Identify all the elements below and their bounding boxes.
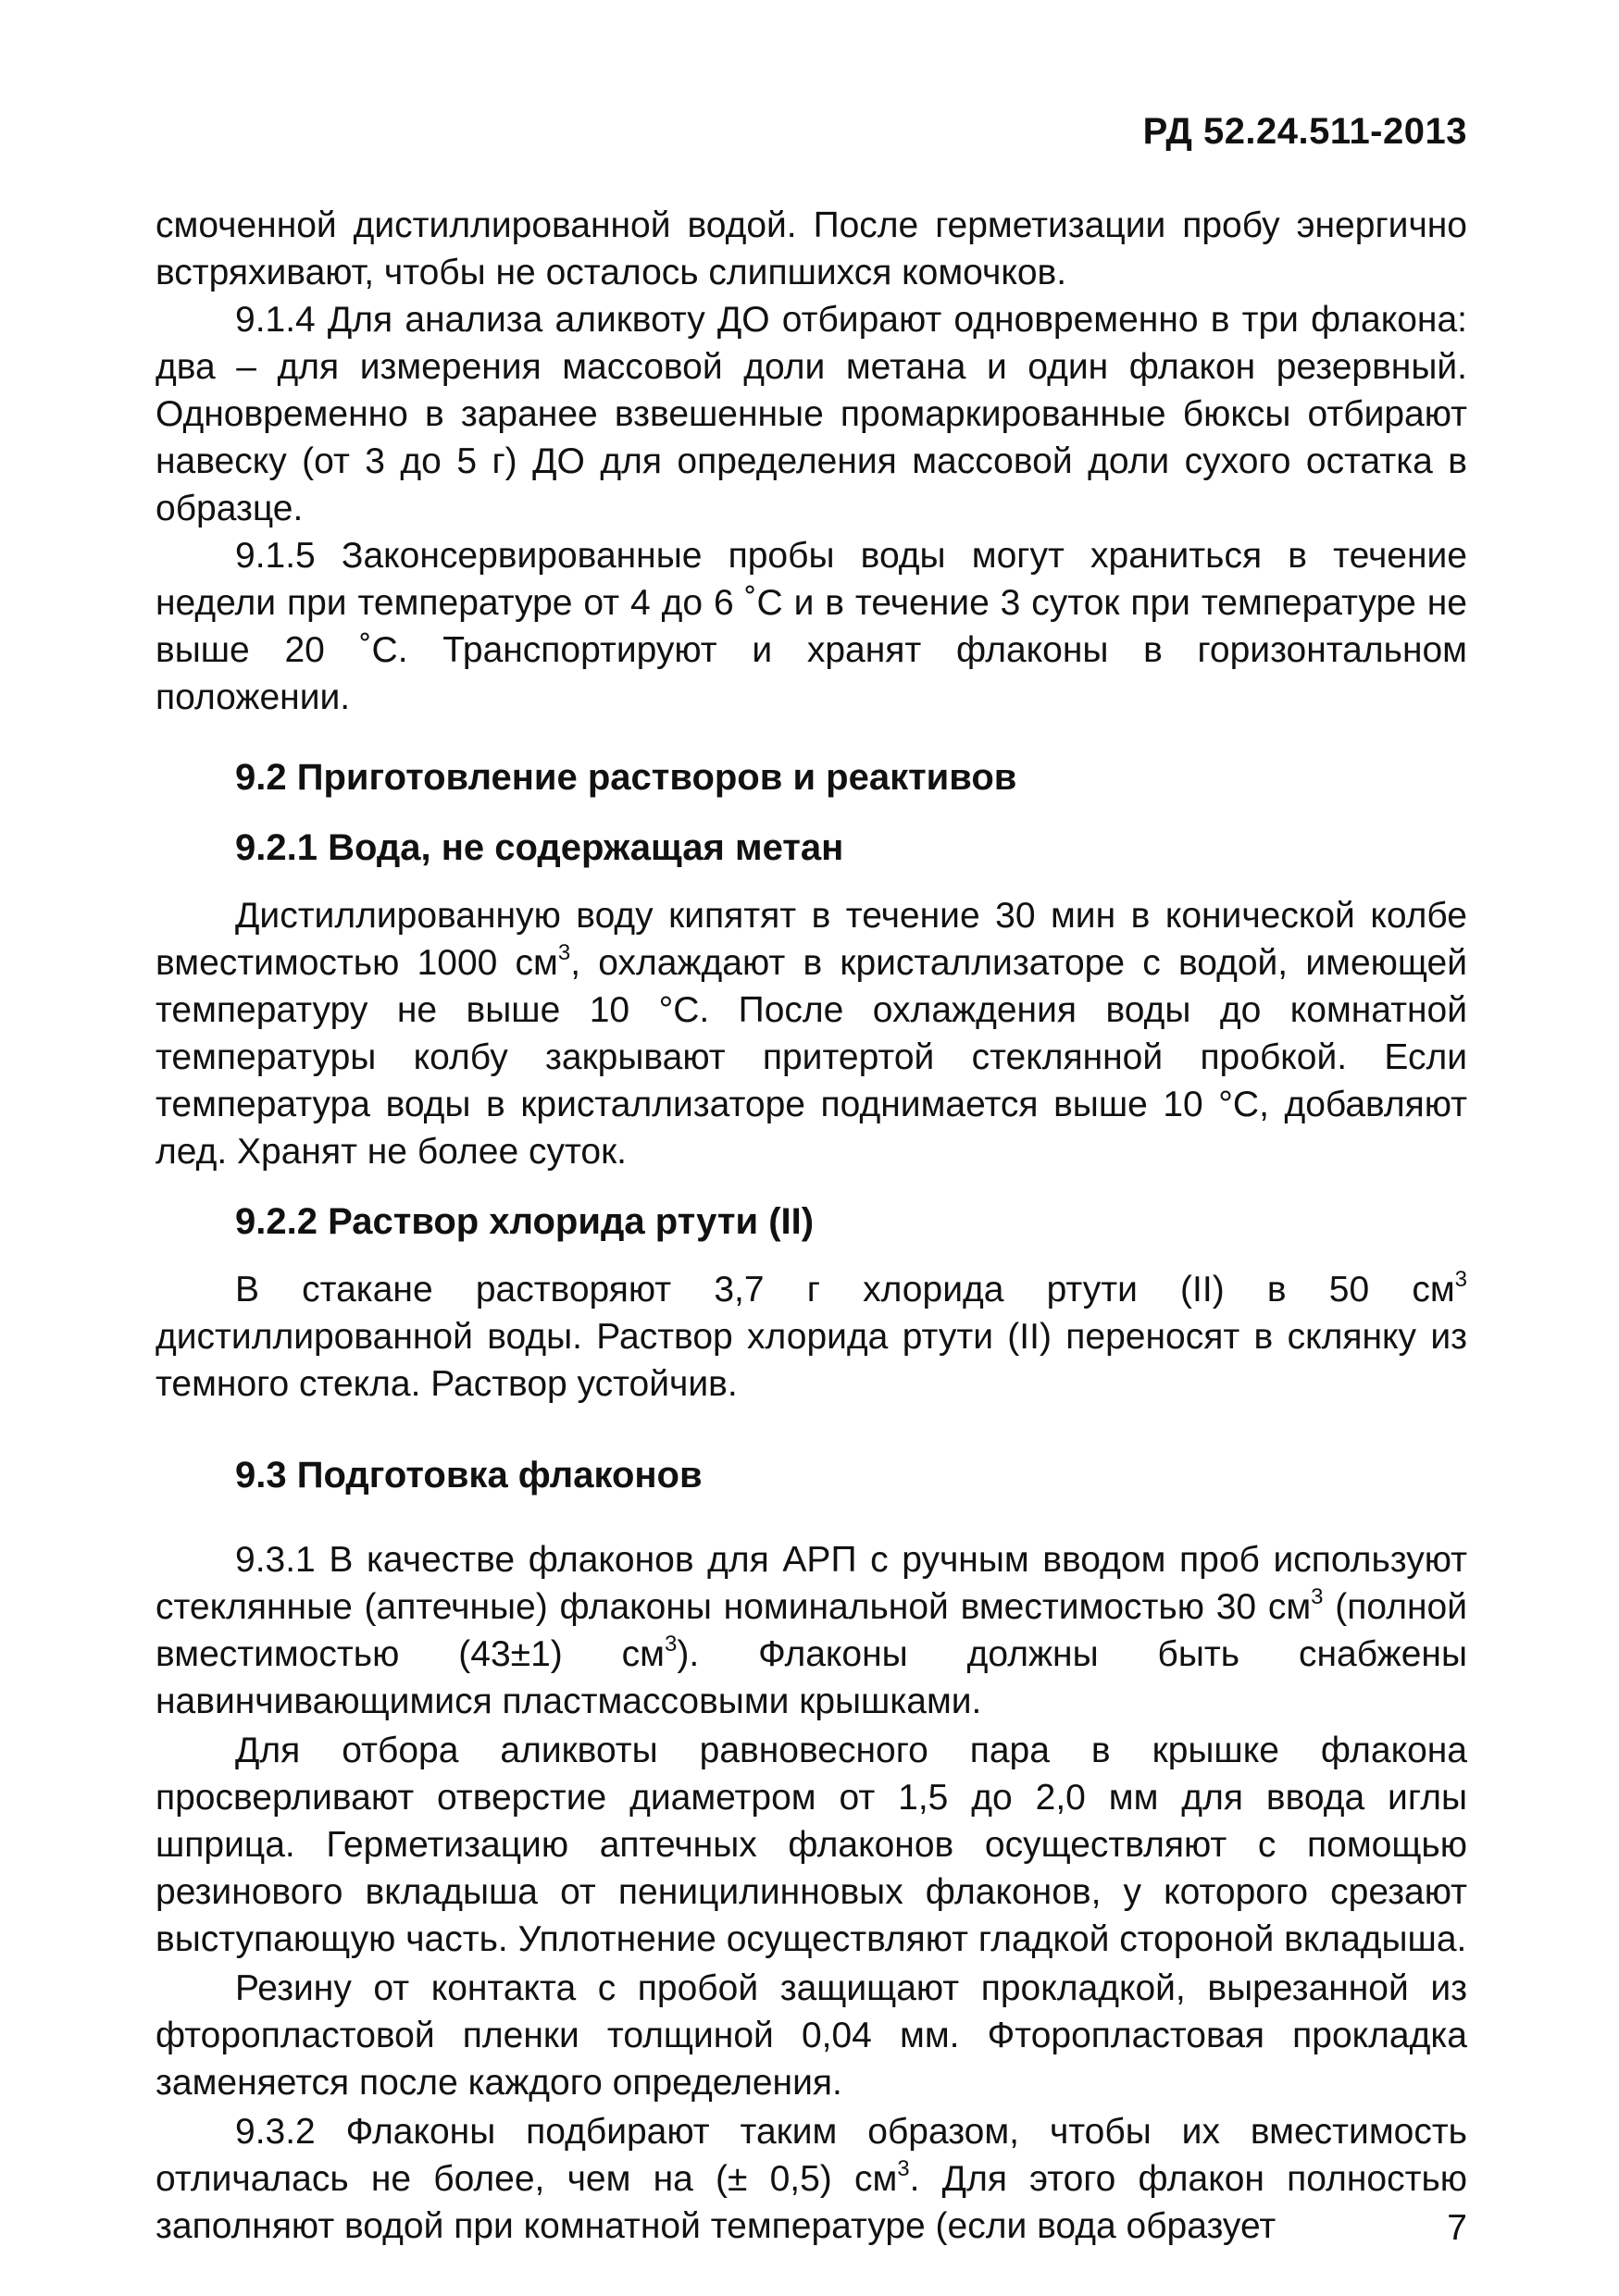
paragraph-9-3-1-part-3: ). Флаконы должны быть снабжены навинчивающимися пластмассовыми крышками. bbox=[156, 1634, 1467, 1721]
paragraph-9-2-2-part-2: дистиллированной воды. Раствор хлорида ртути (II) переносят в склянку из темного стекла. Раствор устойчив. bbox=[156, 1317, 1467, 1404]
superscript-3: 3 bbox=[557, 940, 571, 965]
section-heading-9-3: 9.3 Подготовка флаконов bbox=[235, 1455, 703, 1496]
paragraph-9-3-1-gasket: Резину от контакта с пробой защищают прокладкой, вырезанной из фторопластовой пленки толщиной 0,04 мм. Фторопластовая прокладка заменяется после каждого определения. bbox=[156, 1968, 1467, 2103]
paragraph-continuation: смоченной дистиллированной водой. После герметизации пробу энергично встряхивают, чтобы не осталось слипшихся комочков. bbox=[156, 205, 1467, 292]
paragraph-9-3-2-part-1: 9.3.2 Флаконы подбирают таким образом, чтобы их вместимость отличалась не более, чем на (± 0,5) см bbox=[156, 2112, 1467, 2199]
paragraph-9-3-1-part-2: (полной вместимостью (43±1) см bbox=[156, 1587, 1467, 1674]
paragraph-9-3-1 bbox=[156, 1536, 1467, 1725]
paragraph-9-3-2-part-2: . Для этого флакон полностью заполняют водой при комнатной температуре (если вода образует bbox=[156, 2159, 1468, 2246]
paragraph-9-3-1-part-1: 9.3.1 В качестве флаконов для АРП с ручным вводом проб используют стеклянные (аптечные) флаконы номинальной вместимостью 30 см bbox=[156, 1540, 1467, 1627]
document-number: РД 52.24.511-2013 bbox=[1142, 111, 1467, 152]
paragraph-9-2-1-part-1: Дистиллированную воду кипятят в течение 30 мин в конической колбе вместимостью 1000 см bbox=[156, 896, 1467, 983]
superscript-3: 3 bbox=[897, 2156, 910, 2181]
paragraph-9-2-2 bbox=[156, 1266, 1467, 1408]
paragraph-9-2-2-part-1: В стакане растворяют 3,7 г хлорида ртути (II) в 50 см bbox=[235, 1270, 1455, 1309]
page-number: 7 bbox=[1447, 2208, 1467, 2248]
section-heading-9-2: 9.2 Приготовление растворов и реактивов bbox=[235, 757, 1017, 798]
subsection-heading-9-2-2: 9.2.2 Раствор хлорида ртути (II) bbox=[235, 1201, 815, 1242]
superscript-3: 3 bbox=[1311, 1584, 1324, 1609]
paragraph-9-1-5: 9.1.5 Законсервированные пробы воды могут храниться в течение недели при температуре от 4 до 6 ˚С и в течение 3 суток при температуре не выше 20 ˚С. Транспортируют и хранят флаконы в горизонтальном положении. bbox=[156, 536, 1467, 717]
paragraph-9-2-1 bbox=[156, 892, 1467, 1175]
paragraph-9-2-1-part-2: , охлаждают в кристаллизаторе с водой, имеющей температуру не выше 10 °С. После охлаждения воды до комнатной температуры колбу закрывают притертой стеклянной пробкой. Если температура воды в кристаллизаторе поднимается выше 10 °С, добавляют лед. Хранят не более суток. bbox=[156, 943, 1468, 1172]
page-body bbox=[156, 202, 1467, 2250]
superscript-3: 3 bbox=[665, 1632, 678, 1657]
superscript-3: 3 bbox=[1454, 1267, 1467, 1292]
paragraph-9-3-1-aliquot: Для отбора аликвоты равновесного пара в крышке флакона просверливают отверстие диаметром от 1,5 до 2,0 мм для ввода иглы шприца. Герметизацию аптечных флаконов осуществляют с помощью резинового вкладыша от пеницилинновых флаконов, у которого срезают выступающую часть. Уплотнение осуществляют гладкой стороной вкладыша. bbox=[156, 1731, 1467, 1959]
paragraph-9-1-4: 9.1.4 Для анализа аликвоту ДО отбирают одновременно в три флакона: два – для измерения массовой доли метана и один флакон резервный. Одновременно в заранее взвешенные промаркированные бюксы отбирают навеску (от 3 до 5 г) ДО для определения массовой доли сухого остатка в образце. bbox=[156, 300, 1467, 528]
paragraph-9-3-2 bbox=[156, 2108, 1467, 2250]
subsection-heading-9-2-1: 9.2.1 Вода, не содержащая метан bbox=[235, 827, 844, 868]
